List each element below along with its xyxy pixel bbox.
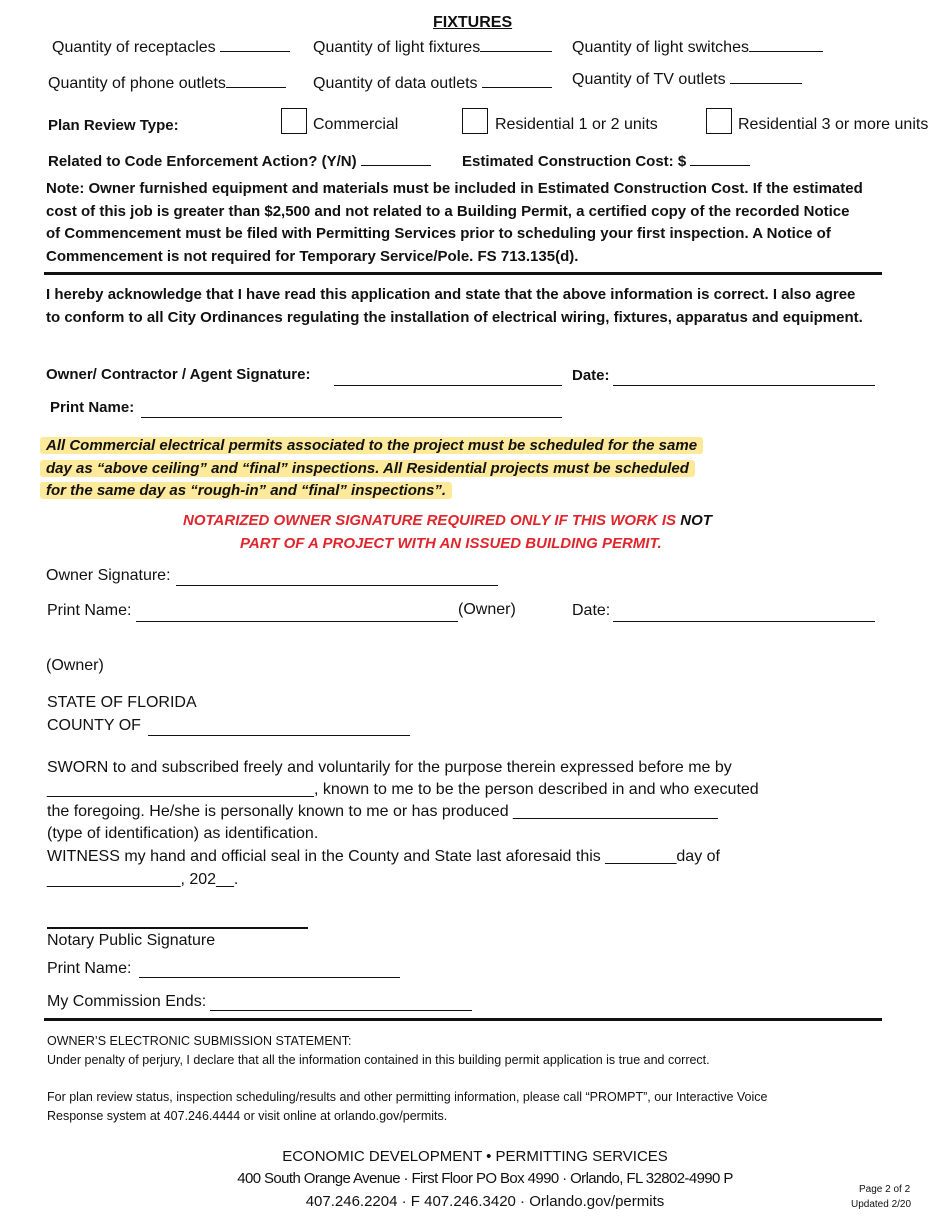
- owner-print-name-field[interactable]: [136, 621, 458, 622]
- notarized-notice-line1: NOTARIZED OWNER SIGNATURE REQUIRED ONLY IF THIS WORK IS NOT: [183, 512, 712, 529]
- light-fixtures-field[interactable]: [480, 36, 552, 52]
- fixtures-title: FIXTURES: [433, 14, 513, 31]
- agent-date-label: Date:: [572, 367, 610, 384]
- phone-outlets-field[interactable]: [226, 72, 286, 88]
- residential-1-2-checkbox[interactable]: [462, 108, 488, 134]
- updated-date: Updated 2/20: [851, 1199, 912, 1210]
- agent-print-name-field[interactable]: [141, 417, 562, 418]
- page-number: Page 2 of 2: [859, 1184, 911, 1195]
- owner-tag: (Owner): [458, 601, 516, 618]
- light-switches-field[interactable]: [749, 36, 823, 52]
- residential-1-2-label: Residential 1 or 2 units: [495, 116, 658, 133]
- owner-print-name-label: Print Name:: [47, 602, 132, 619]
- owner-date-label: Date:: [572, 602, 611, 619]
- light-fixtures-label: Quantity of light fixtures: [313, 36, 552, 57]
- estimated-cost-field[interactable]: [690, 150, 750, 166]
- code-enforcement-field[interactable]: [361, 150, 431, 166]
- sworn-line4: (type of identification) as identification.: [47, 825, 319, 842]
- commercial-checkbox[interactable]: [281, 108, 307, 134]
- agent-date-field[interactable]: [613, 385, 875, 386]
- code-enforcement-label: Related to Code Enforcement Action? (Y/N): [48, 150, 431, 170]
- notary-print-name-label: Print Name:: [47, 960, 132, 977]
- sworn-line6: _______________, 202__.: [47, 871, 239, 888]
- phone-outlets-label: Quantity of phone outlets: [48, 72, 286, 93]
- owner-date-field[interactable]: [613, 621, 875, 622]
- county-label: COUNTY OF: [47, 717, 141, 734]
- footer-contact: 407.246.2204 · F 407.246.3420 · Orlando.gov/permits: [305, 1193, 665, 1210]
- notary-commission-field[interactable]: [210, 1010, 472, 1011]
- electronic-statement-title: OWNER’S ELECTRONIC SUBMISSION STATEMENT:: [47, 1034, 352, 1048]
- residential-3-checkbox[interactable]: [706, 108, 732, 134]
- state-label: STATE OF FLORIDA: [47, 694, 197, 711]
- scheduling-notice: All Commercial electrical permits associated to the project must be scheduled for the same day as “above ceiling” and “final” inspections. All Residential projects must be scheduled for the same day as “rough-in” and “final” inspections”.: [40, 435, 703, 503]
- electronic-statement-text: Under penalty of perjury, I declare that all the information contained in this building permit application is true and correct.: [47, 1053, 710, 1067]
- receptacles-field[interactable]: [220, 36, 290, 52]
- light-switches-label: Quantity of light switches: [572, 36, 823, 57]
- sworn-line2: ______________________________, known to me to be the person described in and who executed: [47, 781, 759, 798]
- owner-signature-field[interactable]: [176, 585, 498, 586]
- tv-outlets-field[interactable]: [730, 68, 802, 84]
- plan-review-label: Plan Review Type:: [48, 117, 179, 134]
- tv-outlets-label: Quantity of TV outlets: [572, 68, 802, 89]
- acknowledge-statement: I hereby acknowledge that I have read this application and state that the above information is correct. I also agree to conform to all City Ordinances regulating the installation of electrical wiring, fixtures, apparatus and equipment.: [46, 286, 863, 326]
- section-divider: [44, 272, 882, 275]
- prompt-info-line1: For plan review status, inspection scheduling/results and other permitting information, please call “PROMPT”, our Interactive Voice: [47, 1090, 768, 1104]
- estimated-cost-label: Estimated Construction Cost: $: [462, 150, 750, 170]
- notary-commission-label: My Commission Ends:: [47, 993, 207, 1010]
- sworn-line5: WITNESS my hand and official seal in the County and State last aforesaid this ________day of: [47, 848, 720, 865]
- commencement-note: Note: Owner furnished equipment and materials must be included in Estimated Construction Cost. If the estimated cost of this job is greater than $2,500 and not related to a Building Permit, a certified copy of the recorded Notice of Commencement must be filed with Permitting Services prior to scheduling your first inspection. A Notice of Commencement is not required for Temporary Service/Pole. FS 713.135(d).: [46, 180, 863, 265]
- notary-signature-label: Notary Public Signature: [47, 932, 216, 949]
- footer-department: ECONOMIC DEVELOPMENT • PERMITTING SERVICES: [282, 1148, 668, 1165]
- sworn-line1: SWORN to and subscribed freely and voluntarily for the purpose therein expressed before me by: [47, 759, 732, 776]
- owner-signature-label: Owner Signature:: [46, 567, 171, 584]
- county-field[interactable]: [148, 735, 410, 736]
- notary-print-name-field[interactable]: [139, 977, 400, 978]
- section-divider-bottom: [44, 1018, 882, 1021]
- agent-print-name-label: Print Name:: [50, 399, 135, 416]
- receptacles-label: Quantity of receptacles: [52, 36, 290, 57]
- notary-signature-field[interactable]: [47, 927, 308, 929]
- agent-signature-field[interactable]: [334, 385, 562, 386]
- data-outlets-field[interactable]: [482, 72, 552, 88]
- commercial-label: Commercial: [313, 116, 399, 133]
- prompt-info-line2: Response system at 407.246.4444 or visit online at orlando.gov/permits.: [47, 1109, 448, 1123]
- sworn-line3: the foregoing. He/she is personally known to me or has produced _______________________: [47, 803, 718, 820]
- data-outlets-label: Quantity of data outlets: [313, 72, 552, 93]
- notarized-notice-line2: PART OF A PROJECT WITH AN ISSUED BUILDING PERMIT.: [240, 535, 662, 552]
- footer-address: 400 South Orange Avenue · First Floor PO Box 4990 · Orlando, FL 32802-4990 P: [237, 1170, 733, 1187]
- agent-signature-label: Owner/ Contractor / Agent Signature:: [46, 366, 311, 383]
- owner-label: (Owner): [46, 657, 104, 674]
- residential-3-label: Residential 3 or more units: [738, 116, 929, 133]
